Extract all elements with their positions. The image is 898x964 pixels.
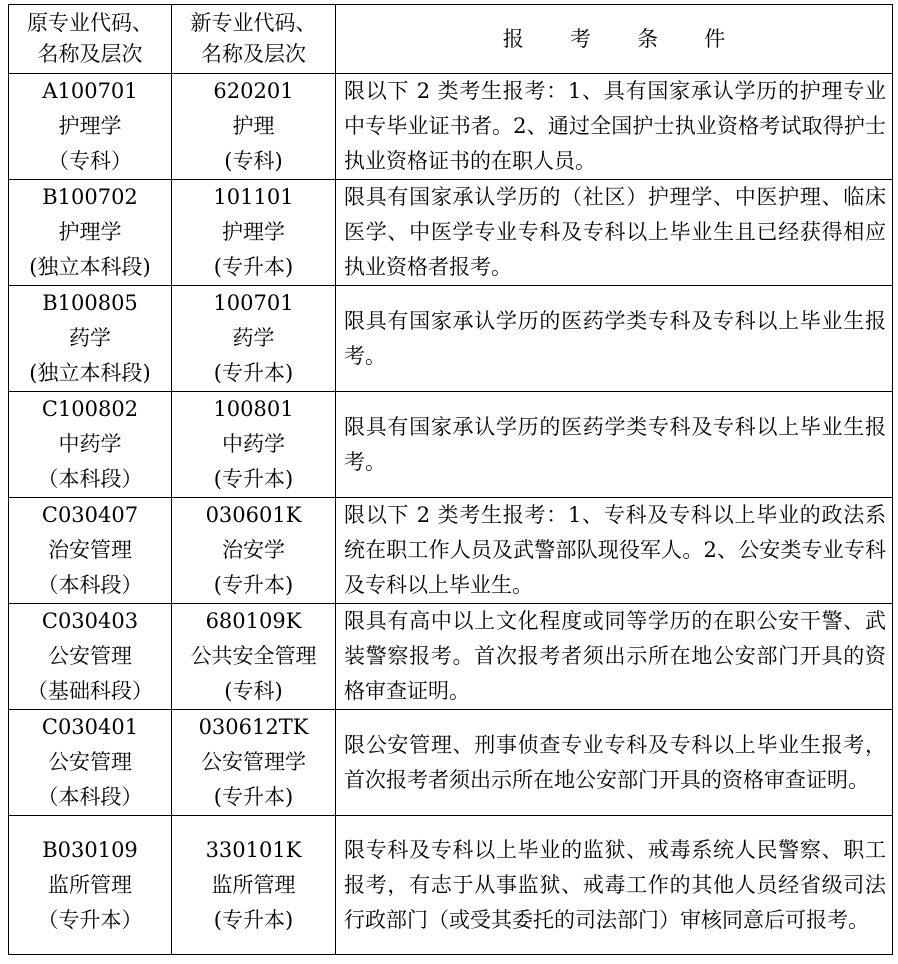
table-row xyxy=(9,816,893,955)
new-major-name: 监所管理 xyxy=(211,872,296,897)
old-major-name: 监所管理 xyxy=(48,872,132,897)
old-major-level: （专升本） xyxy=(37,907,143,932)
table-row xyxy=(9,710,893,816)
old-major-cell xyxy=(9,392,172,498)
new-major-name: 公安管理学 xyxy=(201,750,306,774)
old-major-name: 中药学 xyxy=(58,432,122,456)
table-row xyxy=(9,392,893,498)
new-major-cell xyxy=(172,816,336,955)
old-major-level: (独立本科段) xyxy=(29,361,151,385)
old-major-cell xyxy=(9,180,172,286)
old-major-level: （专科） xyxy=(48,149,132,173)
old-major-level: （本科段） xyxy=(37,467,143,491)
new-major-name: 护理 xyxy=(232,114,275,138)
old-major-cell xyxy=(9,604,172,710)
old-major-level: (独立本科段) xyxy=(29,255,151,279)
table-row xyxy=(9,286,893,392)
new-major-code: 330101K xyxy=(205,837,302,862)
new-major-code: 100701 xyxy=(213,291,294,315)
old-major-level: （本科段） xyxy=(37,785,143,809)
header-condition: 报考条件 xyxy=(336,5,893,74)
condition-cell: 限具有高中以上文化程度或同等学历的在职公安干警、武装警察报考。首次报考者须出示所在地公安部门开具的资格审查证明。 xyxy=(336,604,893,710)
new-major-level: (专升本) xyxy=(213,255,294,279)
new-major-name: 治安学 xyxy=(222,538,285,562)
new-major-code: 680109K xyxy=(205,609,302,633)
new-major-cell xyxy=(172,286,336,392)
header-new-major xyxy=(172,5,336,74)
new-major-code: 101101 xyxy=(213,185,294,209)
old-major-code: C030401 xyxy=(41,715,139,739)
new-major-level: (专升本) xyxy=(213,467,294,491)
header-old-line1: 原专业代码、 xyxy=(27,11,153,35)
old-major-code: C030403 xyxy=(41,609,139,633)
new-major-cell xyxy=(172,604,336,710)
old-major-code: A100701 xyxy=(42,79,138,103)
new-major-code: 620201 xyxy=(213,79,294,103)
old-major-cell xyxy=(9,816,172,955)
new-major-cell xyxy=(172,498,336,604)
old-major-level: （基础科段） xyxy=(27,679,153,703)
condition-cell: 限具有国家承认学历的医药学类专科及专科以上毕业生报考。 xyxy=(336,286,893,392)
new-major-level: (专升本) xyxy=(213,785,294,809)
new-major-name: 护理学 xyxy=(222,220,285,244)
table-row xyxy=(9,498,893,604)
table-row xyxy=(9,604,893,710)
new-major-cell xyxy=(172,392,336,498)
new-major-level: (专升本) xyxy=(213,361,294,385)
new-major-cell xyxy=(172,180,336,286)
new-major-level: (专升本) xyxy=(213,573,294,597)
header-new-line2: 名称及层次 xyxy=(201,42,306,66)
old-major-cell xyxy=(9,74,172,180)
new-major-name: 中药学 xyxy=(222,432,285,456)
old-major-code: C100802 xyxy=(41,397,139,421)
new-major-name: 公共安全管理 xyxy=(190,644,317,668)
new-major-cell xyxy=(172,74,336,180)
condition-cell: 限以下 2 类考生报考：1、专科及专科以上毕业的政法系统在职工作人员及武警部队现役军人。2、公安类专业专科及专科以上毕业生。 xyxy=(336,498,893,604)
new-major-code: 030612TK xyxy=(198,715,309,739)
header-new-line1: 新专业代码、 xyxy=(190,11,317,35)
old-major-code: B030109 xyxy=(42,837,138,862)
table-row xyxy=(9,180,893,286)
new-major-code: 030601K xyxy=(205,503,302,527)
old-major-code: C030407 xyxy=(41,503,139,527)
old-major-name: 公安管理 xyxy=(48,750,132,774)
old-major-level: （本科段） xyxy=(37,573,143,597)
condition-cell: 限具有国家承认学历的医药学类专科及专科以上毕业生报考。 xyxy=(336,392,893,498)
new-major-code: 100801 xyxy=(213,397,294,421)
old-major-code: B100805 xyxy=(42,291,138,315)
header-old-line2: 名称及层次 xyxy=(37,42,143,66)
old-major-name: 治安管理 xyxy=(48,538,132,562)
major-code-table xyxy=(8,4,893,955)
new-major-level: (专科) xyxy=(224,149,283,173)
new-major-level: (专科) xyxy=(224,679,283,703)
old-major-code: B100702 xyxy=(42,185,138,209)
table-header-row xyxy=(9,5,893,74)
old-major-cell xyxy=(9,498,172,604)
new-major-level: (专升本) xyxy=(213,907,294,932)
header-old-major xyxy=(9,5,172,74)
table-row xyxy=(9,74,893,180)
old-major-name: 药学 xyxy=(69,326,111,350)
old-major-name: 公安管理 xyxy=(48,644,132,668)
condition-cell: 限专科及专科以上毕业的监狱、戒毒系统人民警察、职工报考，有志于从事监狱、戒毒工作的其他人员经省级司法行政部门（或受其委托的司法部门）审核同意后可报考。 xyxy=(336,816,893,955)
condition-cell: 限具有国家承认学历的（社区）护理学、中医护理、临床医学、中医学专业专科及专科以上毕业生且已经获得相应执业资格者报考。 xyxy=(336,180,893,286)
condition-cell: 限以下 2 类考生报考：1、具有国家承认学历的护理专业中专毕业证书者。2、通过全国护士执业资格考试取得护士执业资格证书的在职人员。 xyxy=(336,74,893,180)
new-major-name: 药学 xyxy=(232,326,275,350)
old-major-name: 护理学 xyxy=(58,220,122,244)
old-major-cell xyxy=(9,286,172,392)
new-major-cell xyxy=(172,710,336,816)
old-major-cell xyxy=(9,710,172,816)
condition-cell: 限公安管理、刑事侦查专业专科及专科以上毕业生报考，首次报考者须出示所在地公安部门开具的资格审查证明。 xyxy=(336,710,893,816)
old-major-name: 护理学 xyxy=(58,114,122,138)
